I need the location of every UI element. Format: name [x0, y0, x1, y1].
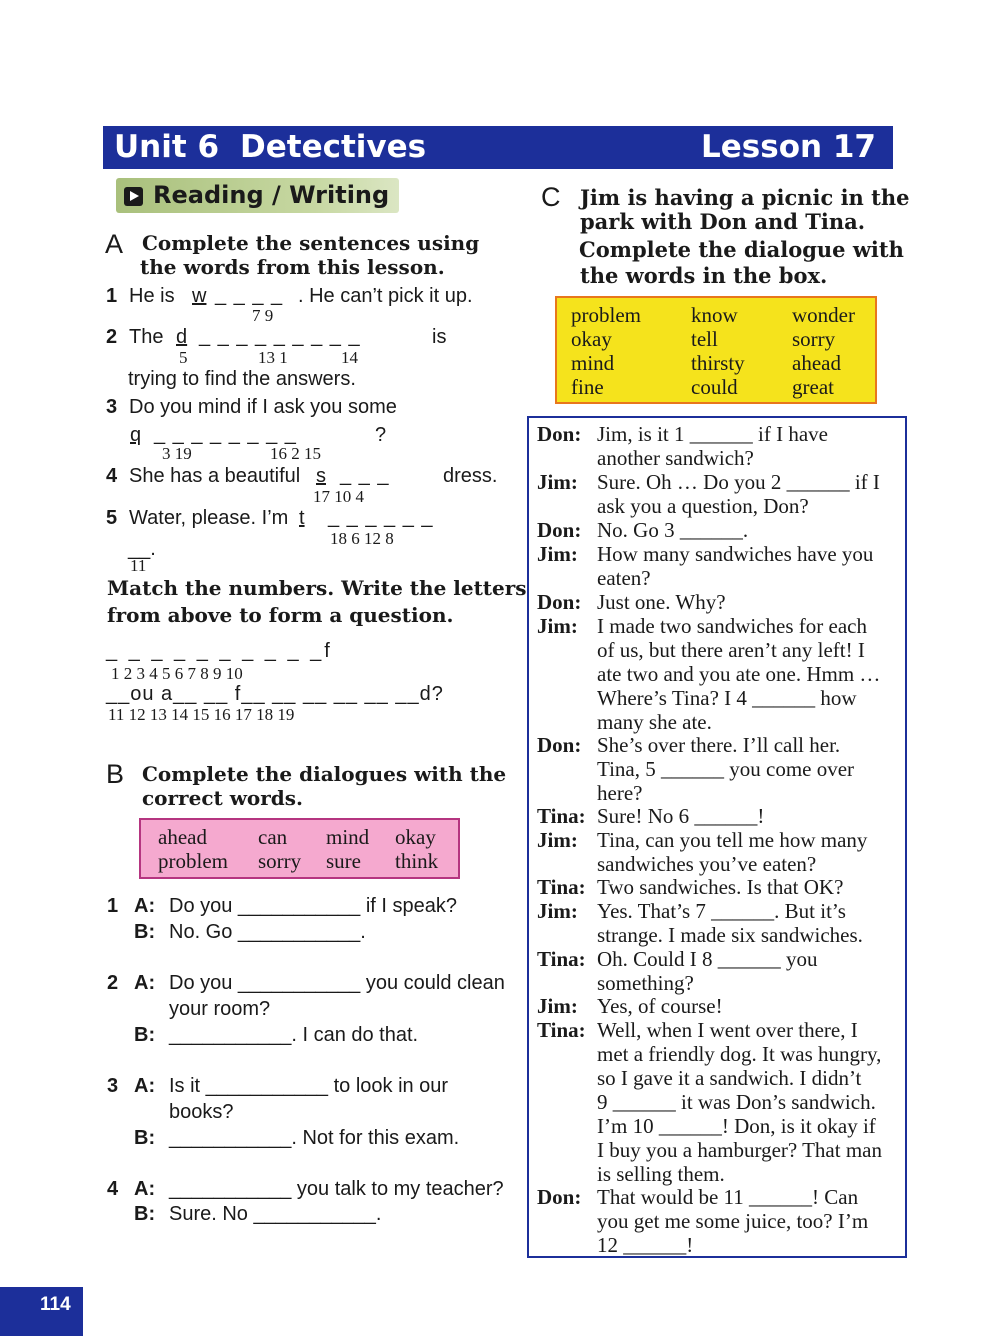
match-heading-2: from above to form a question.: [107, 603, 454, 627]
sentence-text: Water, please. I’m: [129, 507, 289, 529]
letter-blanks[interactable]: _ _ _ _: [215, 284, 284, 306]
dialogue-line[interactable]: ___________. I can do that.: [169, 1024, 419, 1046]
speaker: A:: [134, 895, 156, 917]
word: think: [395, 849, 439, 873]
speaker: Tina:: [537, 875, 586, 899]
dialogue-line: Yes, of course!: [597, 994, 723, 1018]
word-box-b: [139, 818, 460, 879]
dialogue-line[interactable]: No. Go 3 ______.: [597, 518, 749, 542]
dialogue-line: She’s over there. I’ll call her.: [597, 733, 841, 757]
dialogue-line: Two sandwiches. Is that OK?: [597, 875, 844, 899]
dialogue-line[interactable]: Is it ___________ to look in our: [169, 1075, 449, 1097]
letter-blanks[interactable]: _ _ _: [340, 464, 390, 486]
dialogue-line[interactable]: 12 ______!: [597, 1233, 694, 1257]
word: mind: [571, 351, 615, 375]
letter-index: 17 10 4: [313, 487, 364, 506]
lesson-title: Lesson 17: [701, 129, 876, 165]
speaker: Don:: [537, 590, 582, 614]
first-letter: q: [130, 424, 142, 446]
word: problem: [571, 303, 641, 327]
dialogue-line: I made two sandwiches for each: [597, 614, 867, 638]
speaker: Tina:: [537, 1018, 586, 1042]
item-number: 5: [106, 507, 118, 529]
sentence-text: She has a beautiful: [129, 465, 301, 487]
sentence-text: He is: [129, 285, 175, 307]
dialogue-line: so I gave it a sandwich. I didn’t: [597, 1066, 862, 1090]
item-number: 4: [106, 465, 118, 487]
dialogue-line: here?: [597, 781, 643, 805]
dialogue-line[interactable]: Where’s Tina? I 4 ______ how: [597, 686, 857, 710]
dialogue-line[interactable]: Do you ___________ if I speak?: [169, 895, 457, 917]
speaker: Jim:: [537, 828, 578, 852]
speaker: Jim:: [537, 994, 578, 1018]
section-c-heading-3: Complete the dialogue with: [579, 237, 904, 262]
dialogue-line[interactable]: ___________ you talk to my teacher?: [169, 1178, 504, 1200]
word: know: [691, 303, 738, 327]
match-heading: Match the numbers. Write the letters: [107, 576, 527, 600]
word: sorry: [258, 849, 302, 873]
letter-index: 16 2 15: [270, 444, 321, 463]
item-number: 1: [106, 285, 118, 307]
letter-index: 13 1: [258, 348, 288, 367]
sentence-text: The: [129, 326, 164, 348]
word-box-c: [555, 296, 877, 404]
dialogue-line: many she ate.: [597, 710, 712, 734]
word: sorry: [792, 327, 836, 351]
letter-index: 11: [130, 556, 147, 575]
dialogue-line: another sandwich?: [597, 446, 754, 470]
speaker: Jim:: [537, 899, 578, 923]
word: tell: [691, 327, 718, 351]
letter-index: 14: [341, 348, 358, 367]
letter-index: 3 19: [162, 444, 192, 463]
letter-blanks[interactable]: _ _ _ _ _ _ _ _ _: [199, 325, 361, 347]
dialogue-line: ate two and you ate one. Hmm …: [597, 662, 881, 686]
section-b-heading-2: correct words.: [142, 786, 303, 810]
dialogue-line: something?: [597, 971, 694, 995]
dialogue-line: Well, when I went over there, I: [597, 1018, 858, 1042]
page-number-box: [0, 1287, 83, 1336]
speaker: A:: [134, 1178, 156, 1200]
dialogue-line[interactable]: Tina, 5 ______ you come over: [597, 757, 855, 781]
word: mind: [326, 825, 370, 849]
speaker: Jim:: [537, 614, 578, 638]
section-label-text: Reading / Writing: [153, 181, 390, 209]
letter-blanks-end[interactable]: __.: [128, 538, 156, 560]
speaker: Tina:: [537, 947, 586, 971]
dialogue-line[interactable]: Jim, is it 1 ______ if I have: [597, 422, 828, 446]
speaker: A:: [134, 972, 156, 994]
word: okay: [571, 327, 612, 351]
question-index-row-2: 11 12 13 14 15 16 17 18 19: [108, 705, 295, 724]
item-number: 1: [107, 895, 119, 917]
section-c-heading: Jim is having a picnic in the: [580, 185, 910, 210]
word: could: [691, 375, 738, 399]
sentence-text: . He can’t pick it up.: [298, 285, 473, 307]
word: okay: [395, 825, 436, 849]
question-blanks-row-1[interactable]: _ _ _ _ _ _ _ _ _ _f: [106, 640, 333, 662]
word: sure: [326, 849, 361, 873]
section-c-letter: C: [541, 182, 561, 212]
speaker: Jim:: [537, 542, 578, 566]
question-blanks-row-2[interactable]: __ou a__ __ f__ __ __ __ __ __d?: [106, 683, 444, 705]
sentence-text: is: [432, 326, 447, 348]
dialogue-line: your room?: [169, 998, 271, 1020]
item-number: 4: [107, 1178, 119, 1200]
speaker: Don:: [537, 518, 582, 542]
item-number: 3: [107, 1075, 119, 1097]
item-number: 2: [107, 972, 119, 994]
unit-title: Unit 6: [114, 129, 220, 165]
speaker: B:: [134, 921, 156, 943]
sentence-text: dress.: [443, 465, 498, 487]
word: can: [258, 825, 288, 849]
first-letter: s: [316, 465, 326, 487]
letter-index: 5: [179, 348, 188, 367]
dialogue-line[interactable]: That would be 11 ______! Can: [597, 1185, 859, 1209]
section-c-heading-2: park with Don and Tina.: [580, 209, 866, 234]
speaker: Don:: [537, 1185, 582, 1209]
speaker: B:: [134, 1127, 156, 1149]
section-b-letter: B: [106, 759, 125, 789]
dialogue-line[interactable]: ___________. Not for this exam.: [169, 1127, 460, 1149]
word: fine: [571, 375, 604, 399]
letter-blanks[interactable]: _ _ _ _ _ _ _ _: [154, 423, 297, 445]
sentence-text: trying to find the answers.: [128, 368, 356, 390]
section-b-heading: Complete the dialogues with the: [142, 762, 507, 786]
dialogue-line: sandwiches you’ve eaten?: [597, 852, 817, 876]
question-index-row-1: 1 2 3 4 5 6 7 8 9 10: [111, 664, 243, 683]
speaker: Don:: [537, 733, 582, 757]
dialogue-line: books?: [169, 1101, 234, 1123]
word: ahead: [792, 351, 841, 375]
letter-blanks[interactable]: _ _ _ _ _ _: [328, 506, 434, 528]
section-a-heading-2: the words from this lesson.: [140, 255, 445, 279]
section-a-heading: Complete the sentences using: [142, 231, 480, 255]
letter-index: 18 6 12 8: [330, 529, 394, 548]
section-a-letter: A: [105, 229, 124, 259]
dialogue-line: ask you a question, Don?: [597, 494, 809, 518]
dialogue-line[interactable]: Yes. That’s 7 ______. But it’s: [597, 899, 846, 923]
item-number: 2: [106, 326, 118, 348]
dialogue-line[interactable]: Sure. No ___________.: [169, 1203, 382, 1225]
dialogue-line: you get me some juice, too? I’m: [597, 1209, 869, 1233]
dialogue-line: Tina, can you tell me how many: [597, 828, 868, 852]
dialogue-line[interactable]: Oh. Could I 8 ______ you: [597, 947, 818, 971]
dialogue-line: is selling them.: [597, 1162, 725, 1186]
dialogue-line[interactable]: 9 ______ it was Don’s sandwich.: [597, 1090, 876, 1114]
word: wonder: [792, 303, 855, 327]
word: ahead: [158, 825, 207, 849]
dialogue-line[interactable]: Do you ___________ you could clean: [169, 972, 505, 994]
page-number: 114: [40, 1294, 71, 1315]
speaker: A:: [134, 1075, 156, 1097]
dialogue-line: met a friendly dog. It was hungry,: [597, 1042, 882, 1066]
unit-banner: [103, 126, 893, 169]
speaker: B:: [134, 1203, 156, 1225]
item-number: 3: [106, 396, 118, 418]
speaker: Jim:: [537, 470, 578, 494]
speaker: Don:: [537, 422, 582, 446]
dialogue-line[interactable]: I’m 10 ______! Don, is it okay if: [597, 1114, 876, 1138]
dialogue-line[interactable]: Sure! No 6 ______!: [597, 804, 765, 828]
sentence-text: ?: [375, 424, 387, 446]
dialogue-line: I buy you a hamburger? That man: [597, 1138, 882, 1162]
word: great: [792, 375, 834, 399]
dialogue-line[interactable]: Sure. Oh … Do you 2 ______ if I: [597, 470, 880, 494]
play-icon: [124, 187, 143, 206]
section-label: [116, 178, 399, 213]
dialogue-line[interactable]: No. Go ___________.: [169, 921, 366, 943]
word: thirsty: [691, 351, 745, 375]
word: problem: [158, 849, 228, 873]
section-c-heading-4: the words in the box.: [580, 263, 828, 288]
first-letter: w: [192, 285, 207, 307]
sentence-text: Do you mind if I ask you some: [129, 396, 397, 418]
speaker: Tina:: [537, 804, 586, 828]
dialogue-line: of us, but there aren’t any left! I: [597, 638, 865, 662]
dialogue-line: eaten?: [597, 566, 651, 590]
dialogue-box: [527, 416, 907, 1258]
unit-topic: Detectives: [240, 129, 427, 165]
letter-index: 7 9: [252, 306, 274, 325]
first-letter: t: [299, 507, 305, 529]
dialogue-line: How many sandwiches have you: [597, 542, 874, 566]
speaker: B:: [134, 1024, 156, 1046]
dialogue-line: Just one. Why?: [597, 590, 726, 614]
first-letter: d: [176, 326, 188, 348]
dialogue-line: strange. I made six sandwiches.: [597, 923, 863, 947]
